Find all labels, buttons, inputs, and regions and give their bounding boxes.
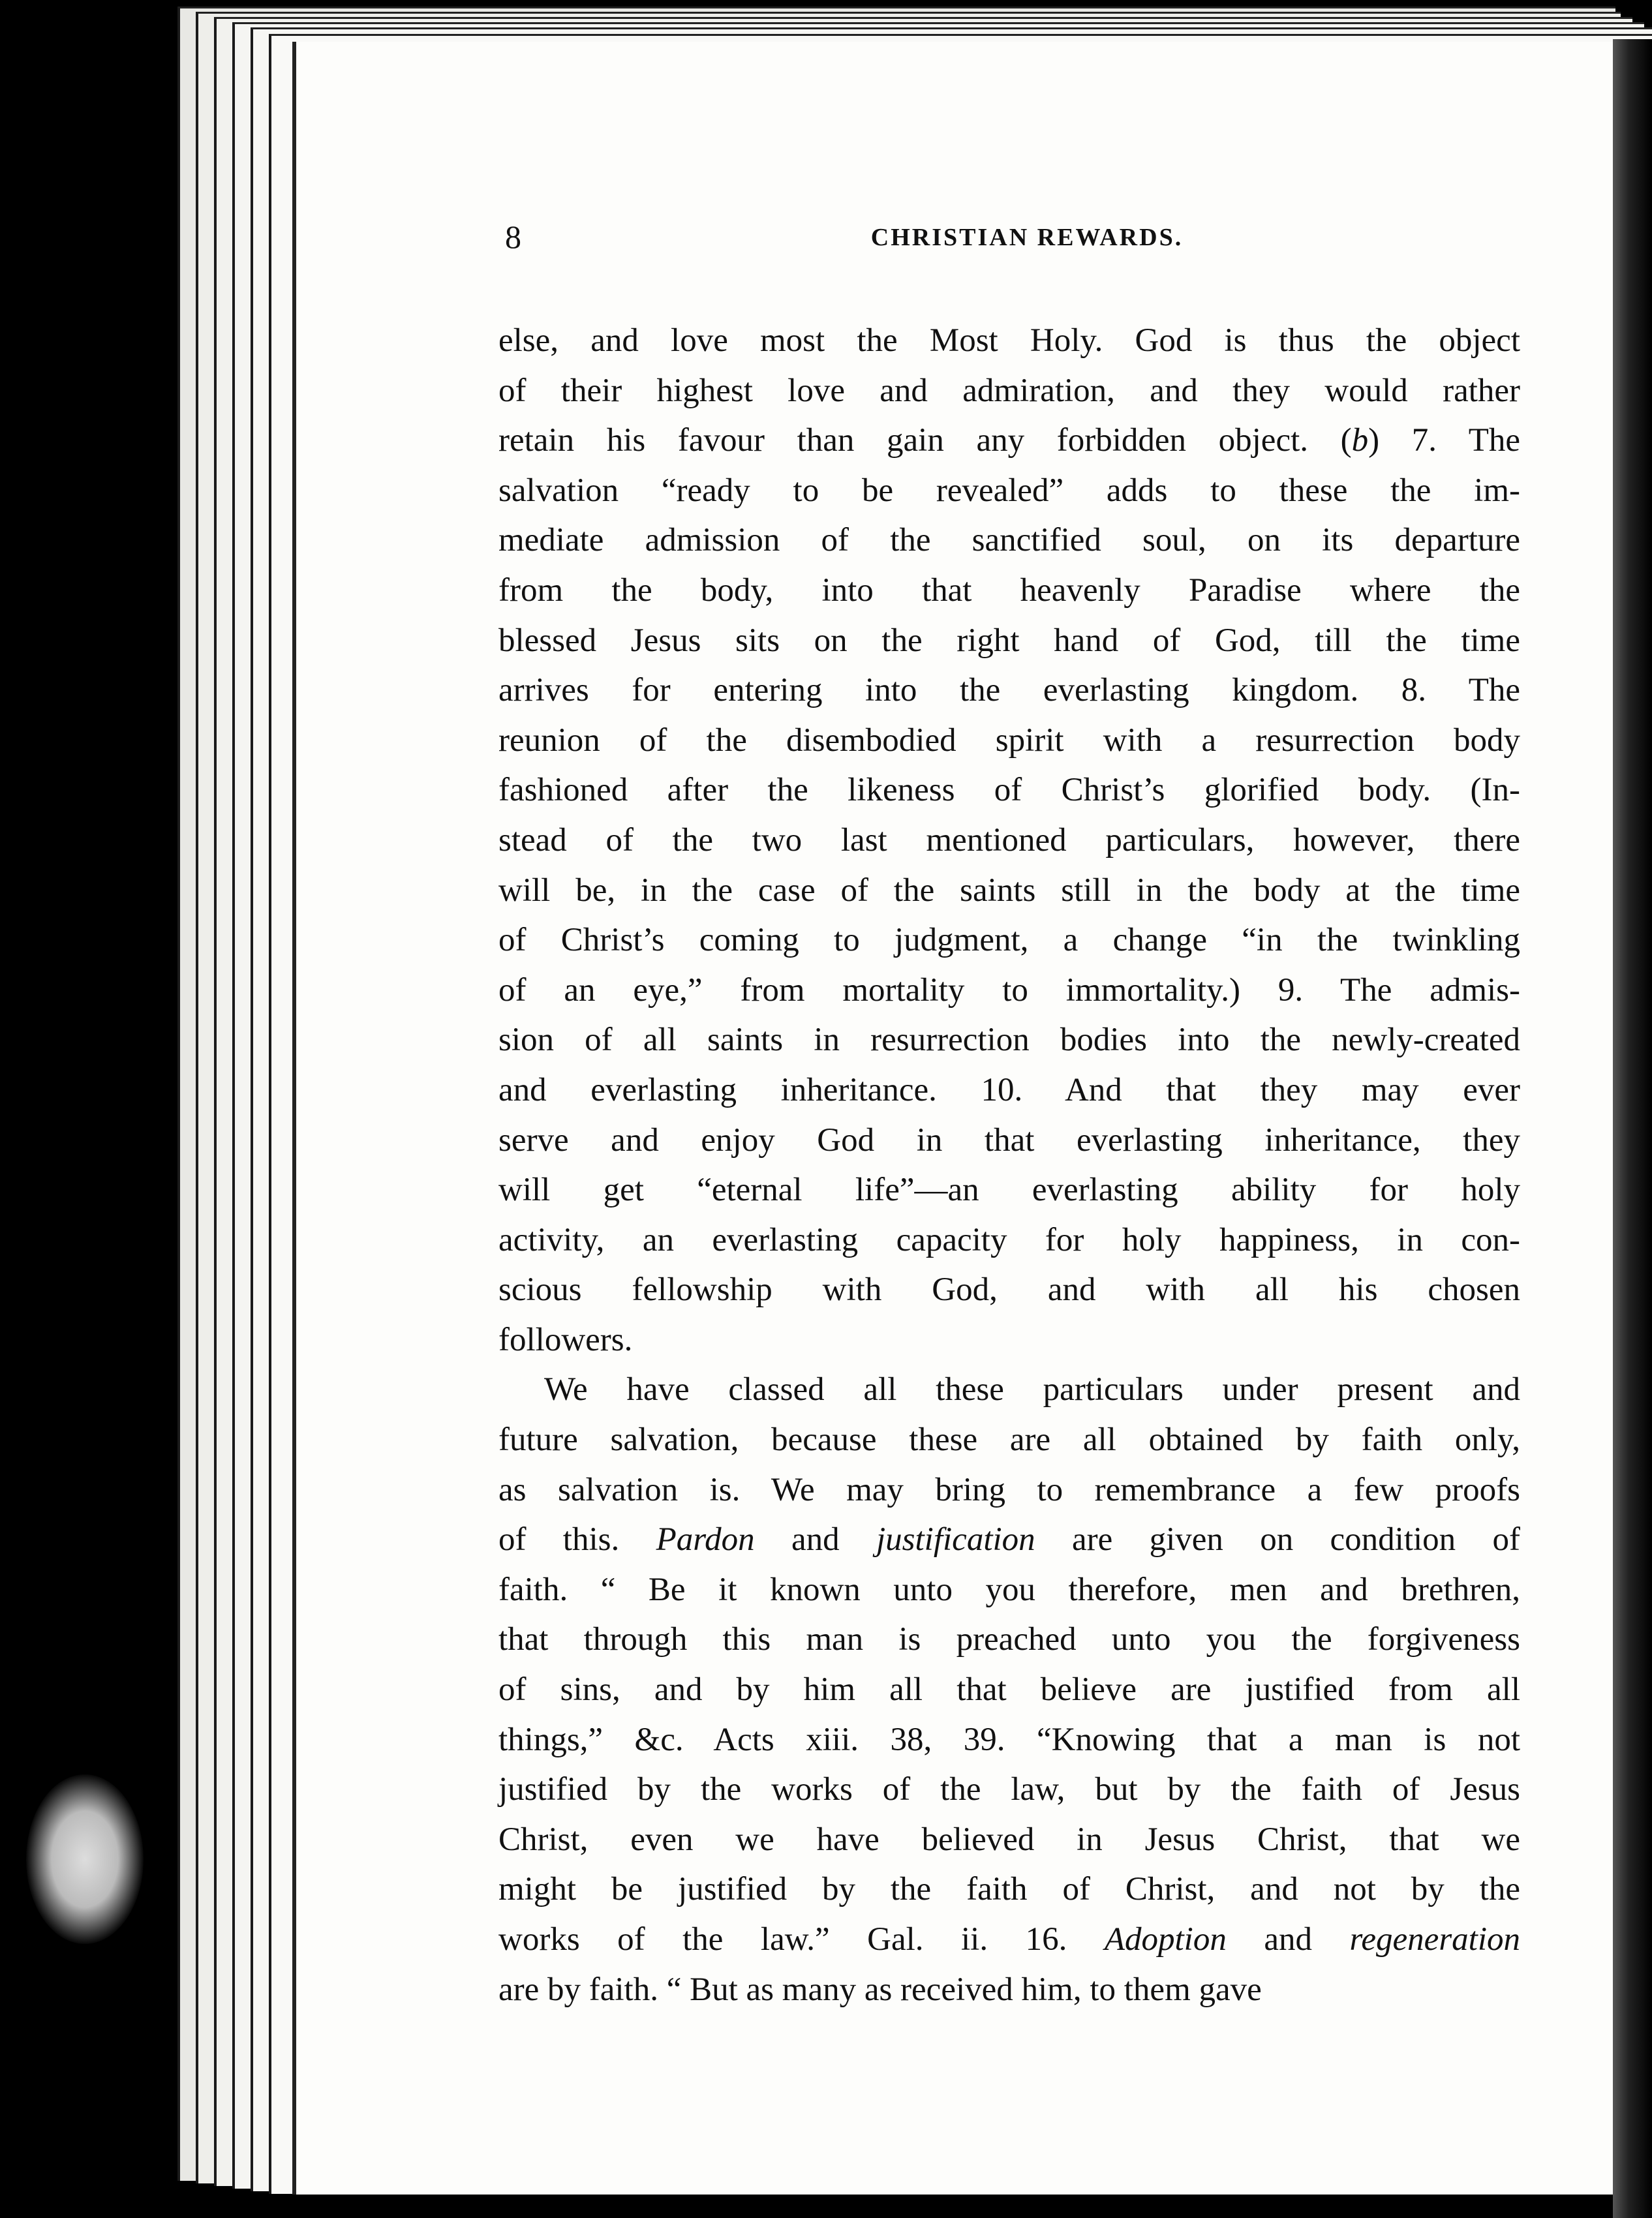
text-run: mediate admission of the sanctified soul, on its departure xyxy=(498,522,1520,559)
text-run: reunion of the disembodied spirit with a resurrection body xyxy=(498,722,1520,759)
text-run: and xyxy=(754,1521,876,1558)
italic-text: Pardon xyxy=(656,1521,755,1558)
text-run: are given on condition of xyxy=(1035,1521,1520,1558)
text-run: ) 7. The xyxy=(1368,422,1520,459)
text-run: scious fellowship with God, and with all his chosen xyxy=(498,1271,1520,1309)
text-line xyxy=(498,716,1520,766)
body-text xyxy=(498,316,1520,2014)
text-run: from the body, into that heavenly Paradise where the xyxy=(498,571,1520,609)
text-line xyxy=(498,765,1520,815)
text-run: We have classed all these particulars under present and xyxy=(544,1371,1520,1408)
text-run: Christ, even we have believed in Jesus Christ, that we xyxy=(498,1821,1520,1858)
italic-text: regeneration xyxy=(1349,1921,1521,1958)
text-run: retain his favour than gain any forbidden object. ( xyxy=(498,422,1352,459)
text-line xyxy=(498,1165,1520,1215)
text-run: blessed Jesus sits on the right hand of God, till the time xyxy=(498,622,1520,659)
text-line xyxy=(498,1765,1520,1815)
text-run: serve and enjoy God in that everlasting inheritance, they xyxy=(498,1121,1520,1159)
text-run: activity, an everlasting capacity for holy happiness, in con- xyxy=(498,1221,1520,1258)
text-line xyxy=(498,466,1520,516)
page-number: 8 xyxy=(505,219,521,255)
text-line xyxy=(498,616,1520,666)
italic-text: justification xyxy=(876,1521,1035,1558)
italic-text: Adoption xyxy=(1104,1921,1227,1958)
text-run: works of the law.” Gal. ii. 16. xyxy=(498,1921,1105,1958)
text-line xyxy=(498,1065,1520,1116)
text-run: sion of all saints in resurrection bodies into the newly-created xyxy=(498,1022,1520,1059)
paragraph xyxy=(498,1365,1520,2014)
text-line xyxy=(498,416,1520,466)
text-line xyxy=(498,1715,1520,1765)
text-line xyxy=(498,1365,1520,1415)
italic-text: b xyxy=(1351,422,1369,459)
text-run: faith. “ Be it known unto you therefore, men and brethren, xyxy=(498,1571,1520,1608)
page-header xyxy=(505,218,1549,270)
text-line xyxy=(498,1665,1520,1715)
text-line xyxy=(498,665,1520,716)
binding-shadow xyxy=(1613,39,1652,2218)
text-run: followers. xyxy=(498,1321,633,1358)
text-line xyxy=(498,1465,1520,1515)
text-line xyxy=(498,1116,1520,1166)
text-line xyxy=(498,366,1520,416)
paper-stain xyxy=(26,1774,144,1944)
text-run: of an eye,” from mortality to immortality.) 9. The admis- xyxy=(498,971,1520,1009)
text-line xyxy=(498,1015,1520,1065)
text-line xyxy=(498,1415,1520,1465)
text-line xyxy=(498,965,1520,1016)
text-run: salvation “ready to be revealed” adds to these the im- xyxy=(498,472,1520,509)
text-run: of sins, and by him all that believe are justified from all xyxy=(498,1671,1520,1709)
text-line xyxy=(498,566,1520,616)
book-page xyxy=(292,42,1613,2195)
text-line xyxy=(498,1215,1520,1266)
text-line xyxy=(498,1515,1520,1565)
text-line xyxy=(498,1815,1520,1865)
text-run: things,” &c. Acts xiii. 38, 39. “Knowing that a man is not xyxy=(498,1721,1520,1758)
text-run: as salvation is. We may bring to remembrance a few proofs xyxy=(498,1471,1520,1508)
text-line xyxy=(498,1965,1520,2015)
text-run: and xyxy=(1226,1921,1350,1958)
text-line xyxy=(498,1864,1520,1915)
running-head: CHRISTIAN REWARDS. xyxy=(870,224,1184,251)
text-run: stead of the two last mentioned particulars, however, there xyxy=(498,821,1520,858)
text-run: that through this man is preached unto you the forgiveness xyxy=(498,1621,1520,1658)
text-line xyxy=(498,1915,1520,1965)
text-line xyxy=(498,1615,1520,1665)
text-run: of Christ’s coming to judgment, a change “in the twinkling xyxy=(498,922,1520,959)
text-line xyxy=(498,1315,1520,1365)
text-run: of this. xyxy=(498,1521,656,1558)
text-line xyxy=(498,316,1520,366)
text-run: are by faith. “ But as many as received him, to them gave xyxy=(498,1971,1262,2008)
text-run: of their highest love and admiration, and they would rather xyxy=(498,372,1520,409)
text-run: will be, in the case of the saints still in the body at the time xyxy=(498,872,1520,909)
paragraph xyxy=(498,316,1520,1365)
text-line xyxy=(498,515,1520,566)
text-run: future salvation, because these are all obtained by faith only, xyxy=(498,1421,1520,1459)
text-line xyxy=(498,815,1520,866)
text-run: fashioned after the likeness of Christ’s glorified body. (In- xyxy=(498,772,1520,809)
text-run: justified by the works of the law, but by the faith of Jesus xyxy=(498,1771,1520,1808)
text-run: might be justified by the faith of Christ, and not by the xyxy=(498,1871,1520,1908)
text-line xyxy=(498,1565,1520,1615)
text-run: will get “eternal life”—an everlasting ability for holy xyxy=(498,1172,1520,1209)
text-run: and everlasting inheritance. 10. And that they may ever xyxy=(498,1071,1520,1108)
text-run: else, and love most the Most Holy. God is thus the object xyxy=(498,322,1520,359)
text-line xyxy=(498,915,1520,965)
text-line xyxy=(498,866,1520,916)
text-line xyxy=(498,1265,1520,1315)
text-run: arrives for entering into the everlasting kingdom. 8. The xyxy=(498,672,1520,709)
